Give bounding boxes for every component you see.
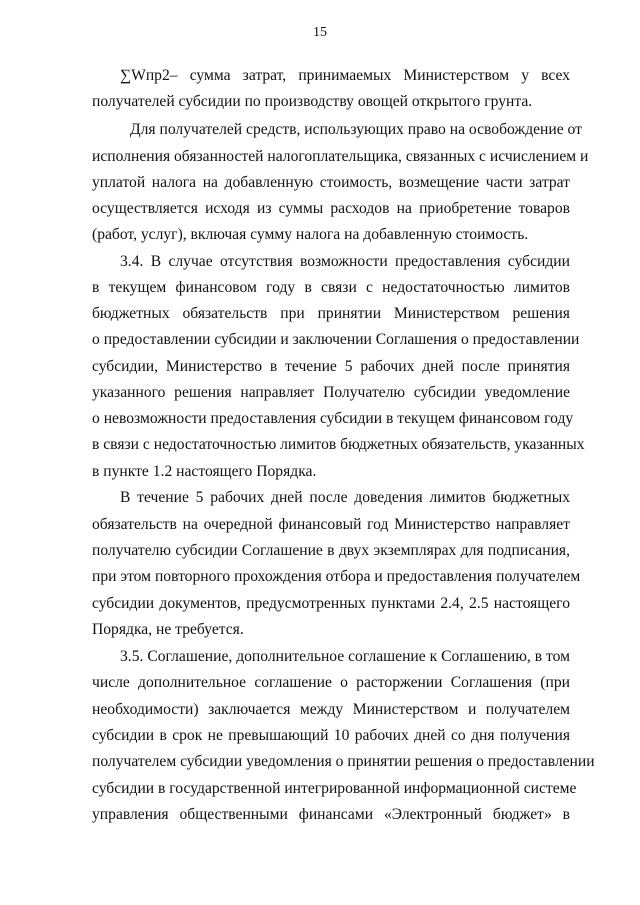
- text-line: уплатой налога на добавленную стоимость, возмещение части затрат: [92, 174, 570, 191]
- text-line: получателю субсидии Соглашение в двух экземплярах для подписания,: [92, 542, 570, 559]
- text-line: бюджетных обязательств при принятии Министерством решения: [92, 305, 570, 322]
- text-line: (работ, услуг), включая сумму налога на добавленную стоимость.: [92, 226, 529, 243]
- text-line: 3.5. Соглашение, дополнительное соглашение к Соглашению, в том: [120, 648, 570, 665]
- text-line: о невозможности предоставления субсидии в текущем финансовом году: [92, 410, 574, 427]
- text-line: исполнения обязанностей налогоплательщика, связанных с исчислением и: [92, 148, 589, 165]
- text-line: 3.4. В случае отсутствия возможности предоставления субсидии: [120, 253, 570, 270]
- text-line: получателей субсидии по производству овощей открытого грунта.: [92, 93, 533, 110]
- text-line: обязательств на очередной финансовый год Министерство направляет: [92, 516, 570, 533]
- text-line: о предоставлении субсидии и заключении Соглашения о предоставлении: [92, 331, 580, 348]
- text-line: числе дополнительное соглашение о расторжении Соглашения (при: [92, 674, 570, 691]
- text-line: при этом повторного прохождения отбора и предоставления получателем: [92, 568, 581, 585]
- text-line: необходимости) заключается между Министерством и получателем: [92, 701, 570, 718]
- text-line: в связи с недостаточностью лимитов бюджетных обязательств, указанных: [92, 436, 585, 453]
- text-line: ∑Wпр2– сумма затрат, принимаемых Министерством у всех: [120, 67, 570, 84]
- text-line: субсидии документов, предусмотренных пунктами 2.4, 2.5 настоящего: [92, 595, 570, 612]
- text-line: получателем субсидии уведомления о принятии решения о предоставлении: [92, 753, 595, 770]
- text-line: Порядка, не требуется.: [92, 621, 244, 638]
- text-line: В течение 5 рабочих дней после доведения лимитов бюджетных: [120, 489, 570, 506]
- text-line: в текущем финансовом году в связи с недостаточностью лимитов: [92, 279, 570, 296]
- text-line: в пункте 1.2 настоящего Порядка.: [92, 463, 317, 480]
- text-line: субсидии в срок не превышающий 10 рабочих дней со дня получения: [92, 727, 570, 744]
- text-line: субсидии в государственной интегрированной информационной системе: [92, 780, 577, 797]
- text-line: управления общественными финансами «Электронный бюджет» в: [92, 806, 570, 823]
- text-line: Для получателей средств, использующих право на освобождение от: [130, 121, 582, 138]
- page-number: 15: [313, 25, 327, 40]
- text-line: субсидии, Министерство в течение 5 рабочих дней после принятия: [92, 358, 570, 375]
- text-line: указанного решения направляет Получателю субсидии уведомление: [92, 384, 570, 401]
- text-line: осуществляется исходя из суммы расходов на приобретение товаров: [92, 200, 570, 217]
